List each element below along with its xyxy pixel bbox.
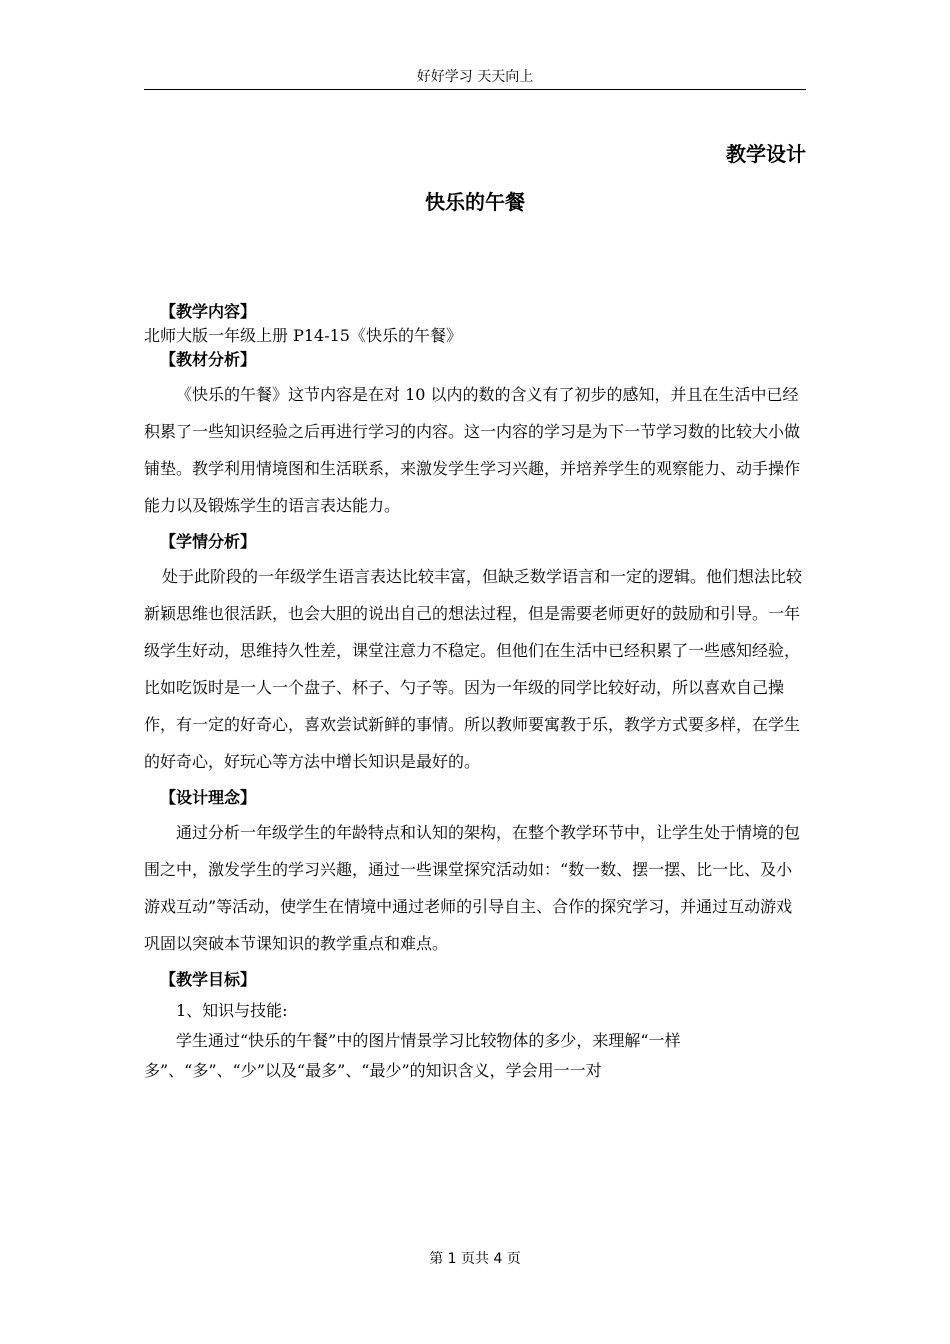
goal-item-label: 1、知识与技能: [176,1001,288,1020]
document-body [144,300,808,1086]
section-heading-goals: 【教学目标】 [160,970,257,989]
page-footer: 第 1 页共 4 页 [429,1251,521,1267]
section-heading-textbook: 【教材分析】 [160,350,257,369]
design-concept-paragraph: 通过分析一年级学生的年龄特点和认知的架构，在整个教学环节中，让学生处于情境的包围之中，激发学生的学习兴趣，通过一些课堂探究活动如：“数一数、摆一摆、比一比、及小游戏互动”等活动，使学生在情境中通过老师的引导自主、合作的探究学习，并通过互动游戏巩固以突破本节课知识的教学重点和难点。 [144,823,801,953]
section-heading-students: 【学情分析】 [160,532,257,551]
section-heading-design: 【设计理念】 [160,788,257,807]
textbook-analysis-paragraph: 《快乐的午餐》这节内容是在对 10 以内的数的含义有了初步的感知，并且在生活中已经积累了一些知识经验之后再进行学习的内容。这一内容的学习是为下一节学习数的比较大小做铺垫。教学利用情境图和生活联系，来激发学生学习兴趣，并培养学生的观察能力、动手操作能力以及锻炼学生的语言表达能力。 [144,385,801,515]
document-title: 快乐的午餐 [425,190,525,214]
goal-paragraph: 学生通过“快乐的午餐”中的图片情景学习比较物体的多少，来理解“一样多”、“多”、“少”以及“最多”、“最少”的知识含义，学会用一一对 [144,1031,681,1080]
page-header: 好好学习 天天向上 [144,66,806,90]
section-heading-content: 【教学内容】 [160,302,257,321]
content-text: 北师大版一年级上册 P14-15《快乐的午餐》 [144,326,462,345]
student-analysis-paragraph: 处于此阶段的一年级学生语言表达比较丰富，但缺乏数学语言和一定的逻辑。他们想法比较新颖思维也很活跃，也会大胆的说出自己的想法过程，但是需要老师更好的鼓励和引导。一年级学生好动，思维持久性差，课堂注意力不稳定。但他们在生活中已经积累了一些感知经验，比如吃饭时是一人一个盘子、杯子、勺子等。因为一年级的同学比较好动，所以喜欢自己操作，有一定的好奇心，喜欢尝试新鲜的事情。所以教师要寓教于乐，教学方式要多样，在学生的好奇心，好玩心等方法中增长知识是最好的。 [144,567,803,771]
document-type-label: 教学设计 [726,142,806,166]
